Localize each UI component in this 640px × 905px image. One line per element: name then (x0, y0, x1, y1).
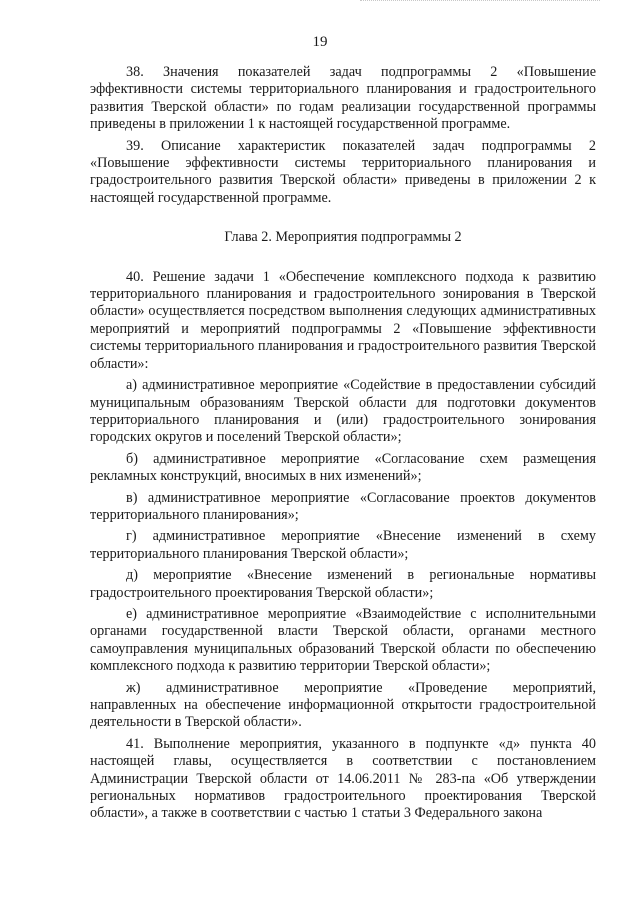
page-number: 19 (312, 34, 328, 50)
list-item-e: е) административное мероприятие «Взаимодействие с исполнительными органами государственной власти Тверской области, органами местного самоуправления муниципальных образований Тверской области по обеспечению комплексного подхода к развитию территории Тверской области»; (90, 605, 596, 675)
paragraph-38: 38. Значения показателей задач подпрограммы 2 «Повышение эффективности системы территориального планирования и градостроительного развития Тверской области» по годам реализации государственной программы приведены в приложении 1 к настоящей государственной программе. (90, 64, 596, 133)
paragraph-39: 39. Описание характеристик показателей задач подпрограммы 2 «Повышение эффективности системы территориального планирования и градостроительного развития Тверской области» приведены в приложении 2 к настоящей государственной программе. (90, 137, 596, 206)
list-item-zh: ж) административное мероприятие «Проведение мероприятий, направленных на обеспечение информационной открытости градостроительной деятельности в Тверской области». (90, 679, 596, 731)
paragraph-40: 40. Решение задачи 1 «Обеспечение комплексного подхода к развитию территориального планирования и градостроительного зонирования в Тверской области» осуществляется посредством выполнения следующих административных мероприятий и мероприятий подпрограммы 2 «Повышение эффективности системы территориального планирования и градостроительного развития Тверской области»: (90, 268, 596, 372)
chapter-title: Глава 2. Мероприятия подпрограммы 2 (224, 229, 462, 246)
list-item-g: г) административное мероприятие «Внесение изменений в схему территориального планирования Тверской области»; (90, 528, 596, 562)
scan-header-marks (360, 0, 600, 4)
paragraph-41: 41. Выполнение мероприятия, указанного в подпункте «д» пункта 40 настоящей главы, осуществляется в соответствии с постановлением Администрации Тверской области от 14.06.2011 № 283-па «Об утверждении региональных нормативов градостроительного проектирования Тверской области», а также в соответствии с частью 1 статьи 3 Федерального закона (90, 735, 596, 822)
list-item-a: а) административное мероприятие «Содействие в предоставлении субсидий муниципальным образованиям Тверской области для подготовки документов территориального планирования и (или) градостроительного зонирования городских округов и поселений Тверской области»; (90, 377, 596, 446)
list-item-d: д) мероприятие «Внесение изменений в региональные нормативы градостроительного проектирования Тверской области»; (90, 567, 596, 601)
list-item-v: в) административное мероприятие «Согласование проектов документов территориального планирования»; (90, 489, 596, 523)
document-body (90, 64, 596, 823)
list-item-b: б) административное мероприятие «Согласование схем размещения рекламных конструкций, вносимых в них изменений»; (90, 450, 596, 485)
